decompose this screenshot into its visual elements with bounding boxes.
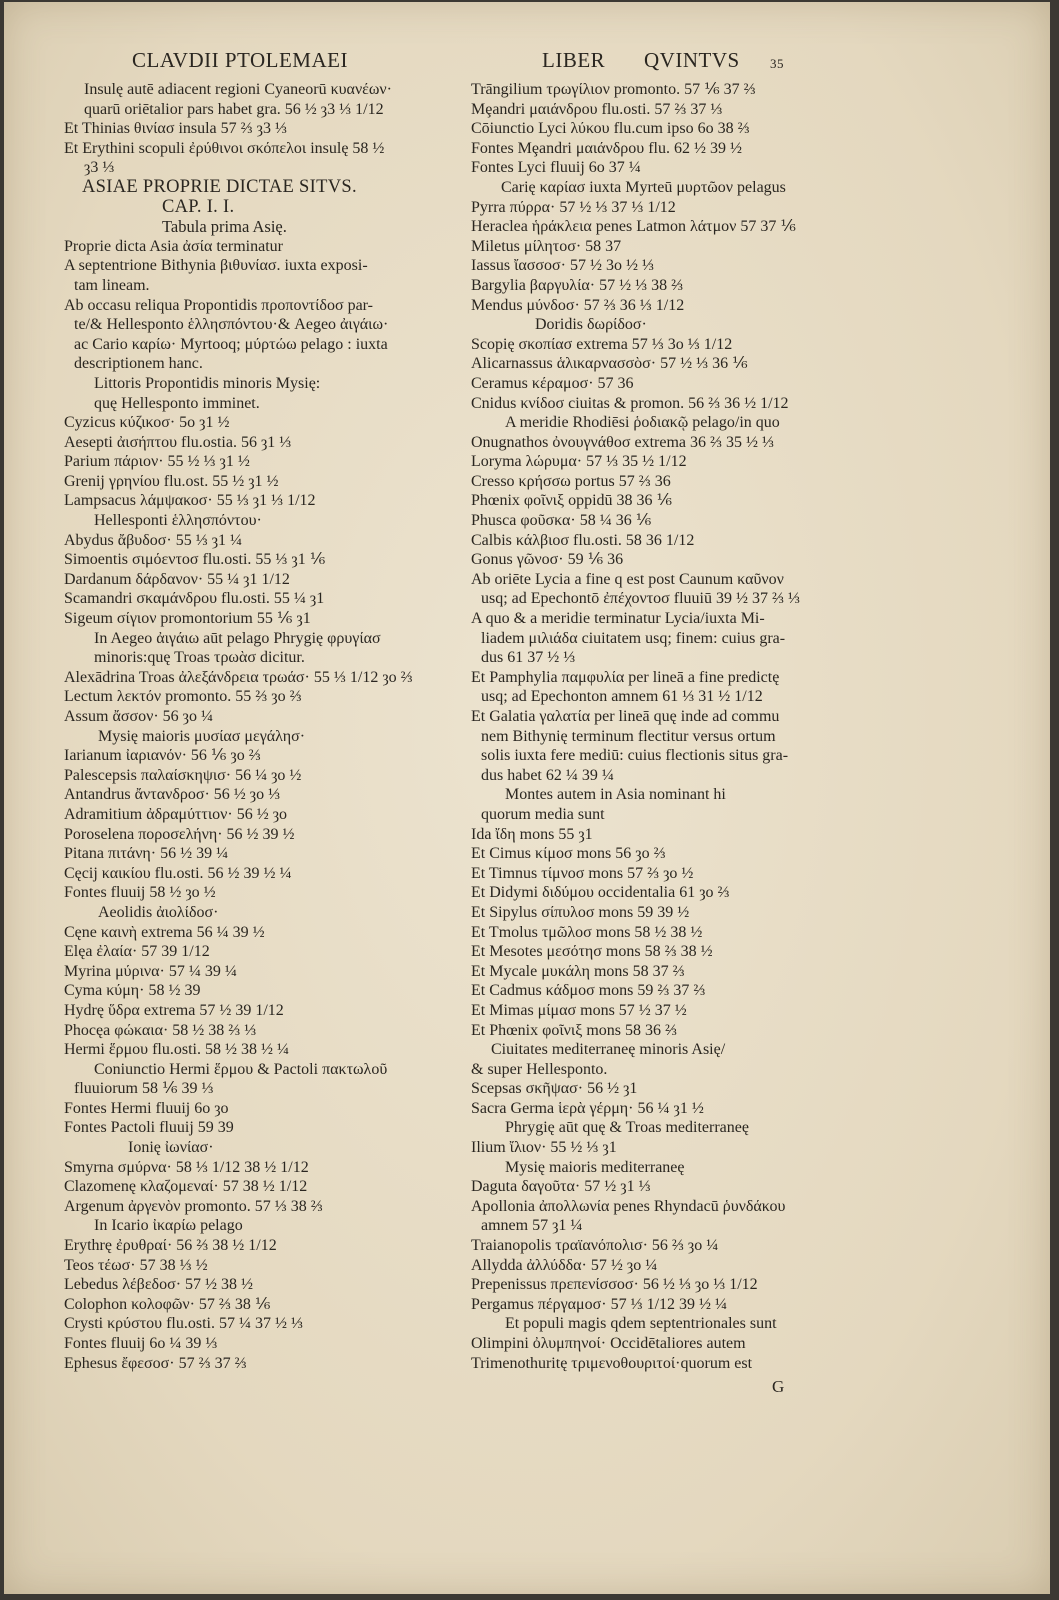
text-line: Assum ἄσσον· 56 ȝo ¼ xyxy=(64,708,213,725)
text-line: Et Galatia γαλατία per lineā quę inde ad commu xyxy=(471,708,780,725)
text-line: Ceramus κέραμοσ· 57 36 xyxy=(471,374,634,392)
text-line: Cyzicus κύζικοσ· 5o ȝ1 ½ xyxy=(64,414,230,432)
text-line: Fontes fluuij 58 ½ ȝo ½ xyxy=(64,884,216,902)
text-line: Palescepsis παλαίσκηψισ· 56 ¼ ȝo ½ xyxy=(64,766,302,784)
text-line: Et Cimus κίμοσ mons 56 ȝo ⅔ xyxy=(471,845,666,863)
text-line: Hydrę ὕδρα extrema 57 ½ 39 1/12 xyxy=(64,1001,284,1019)
text-line: Mysię maioris μυσίασ μεγάλησ· xyxy=(98,727,306,745)
text-line: Myrina μύρινα· 57 ¼ 39 ¼ xyxy=(64,962,237,980)
text-line: Et Pamphylia παμφυλία per lineā a fine predictę xyxy=(471,668,780,686)
text-line: Poroselena ποροσελήνη· 56 ½ 39 ½ xyxy=(64,825,295,843)
text-line: fluuiorum 58 ⅙ 39 ⅓ xyxy=(74,1080,214,1098)
text-line: Phocęa φώκαια· 58 ½ 38 ⅔ ⅓ xyxy=(64,1021,257,1039)
text-line: Simoentis σιμόεντοσ flu.osti. 55 ⅓ ȝ1 ⅙ xyxy=(64,551,326,569)
text-line: Lebedus λέβεδοσ· 57 ½ 38 ½ xyxy=(64,1276,254,1294)
text-line: Alexādrina Troas ἀλεξάνδρεια τρωάσ· 55 ⅓ 1/12 ȝo ⅔ xyxy=(64,668,413,686)
text-line: tam lineam. xyxy=(74,276,150,294)
text-line: Carię καρίασ iuxta Myrteū μυρτῶον pelagus xyxy=(501,178,786,196)
text-line: Montes autem in Asia nominant hi xyxy=(505,786,726,804)
text-line: Cęcij καικίου flu.osti. 56 ½ 39 ½ ¼ xyxy=(64,864,292,882)
text-line: Clazomenę κλαζομεναί· 57 38 ½ 1/12 xyxy=(64,1178,308,1196)
text-line: nem Bithynię terminum flectitur versus ortum xyxy=(481,727,776,745)
text-line: ȝ3 ⅓ xyxy=(84,159,115,177)
text-line: Sigeum σίγιον promontorium 55 ⅙ ȝ1 xyxy=(64,610,311,628)
text-line: Onugnathos ὀνουγνάθοσ extrema 36 ⅔ 35 ½ ⅓ xyxy=(471,433,774,451)
text-line: Et Mycale μυκάλη mons 58 37 ⅔ xyxy=(471,962,685,980)
text-line: A septentrione Bithynia βιθυνίασ. iuxta exposi- xyxy=(64,257,368,275)
text-line: Prepenissus πρεπενίσσοσ· 56 ½ ⅓ ȝo ⅓ 1/12 xyxy=(471,1276,758,1294)
text-line: A meridie Rhodiēsi ῥοδιακῷ pelago/in quo xyxy=(505,414,780,432)
text-line: Coniunctio Hermi ἕρμου & Pactoli πακτωλοῦ xyxy=(94,1060,388,1078)
text-line: ASIAE PROPRIE DICTAE SITVS. xyxy=(82,176,357,197)
text-line: Cnidus κνίδοσ ciuitas & promon. 56 ⅔ 36 ½ 1/12 xyxy=(471,394,789,412)
text-line: Smyrna σμύρνα· 58 ⅓ 1/12 38 ½ 1/12 xyxy=(64,1158,309,1176)
text-line: ac Cario καρίω· Myrtooq; μύρτώω pelago : iuxta xyxy=(74,335,388,353)
text-line: Et Cadmus κάδμοσ mons 59 ⅔ 37 ⅔ xyxy=(471,982,706,1000)
text-line: Ab occasu reliqua Propontidis προποντίδοσ par- xyxy=(64,296,374,314)
text-line: & super Hellesponto. xyxy=(471,1060,608,1078)
text-line: Fontes Hermi fluuij 6o ȝo xyxy=(64,1099,229,1117)
running-head-author: CLAVDII PTOLEMAEI xyxy=(132,48,348,72)
signature-mark: G xyxy=(772,1377,785,1396)
text-line: Ida ἴδη mons 55 ȝ1 xyxy=(471,825,593,843)
text-line: Mendus μύνδοσ· 57 ⅔ 36 ⅓ 1/12 xyxy=(471,296,685,314)
text-line: Mȩandri μαιάνδρου flu.osti. 57 ⅔ 37 ⅓ xyxy=(471,100,723,118)
book-page xyxy=(4,2,1050,1594)
text-line: Adramitium ἀδραμύττιον· 56 ½ ȝo xyxy=(64,805,288,823)
text-line: Scepsas σκῆψασ· 56 ½ ȝ1 xyxy=(471,1080,638,1098)
text-line: solis iuxta fere mediū: cuius flectionis situs gra- xyxy=(481,747,789,765)
text-line: Pergamus πέργαμοσ· 57 ⅓ 1/12 39 ½ ¼ xyxy=(471,1295,728,1313)
text-line: Iassus ἴασσοσ· 57 ½ 3o ½ ⅓ xyxy=(471,257,654,275)
text-line: Scamandri σκαμάνδρου flu.osti. 55 ¼ ȝ1 xyxy=(64,590,325,608)
right-text-column xyxy=(471,80,826,1373)
text-line: Parium πάριον· 55 ½ ⅓ ȝ1 ½ xyxy=(64,453,250,471)
text-line: Et Sipylus σίπυλοσ mons 59 39 ½ xyxy=(471,903,690,921)
text-line: A quo & a meridie terminatur Lycia/iuxta Mi- xyxy=(471,610,765,628)
page-number: 35 xyxy=(770,56,784,71)
text-line: Tabula prima Asię. xyxy=(162,217,287,237)
text-line: liadem μιλιάδα ciuitatem usq; finem: cuius gra- xyxy=(481,629,786,647)
text-line: Calbis κάλβιοσ flu.osti. 58 36 1/12 xyxy=(471,531,695,549)
text-line: Ciuitates mediterraneę minoris Asię/ xyxy=(491,1041,726,1059)
text-line: Pitana πιτάνη· 56 ½ 39 ¼ xyxy=(64,845,229,863)
text-line: Et Mimas μίμασ mons 57 ½ 37 ½ xyxy=(471,1001,687,1019)
text-line: Ilium ἴλιον· 55 ½ ⅓ ȝ1 xyxy=(471,1139,617,1157)
text-line: Phrygię aūt quę & Troas mediterraneę xyxy=(505,1119,749,1137)
text-line: Mysię maioris mediterraneę xyxy=(505,1158,685,1176)
text-line: Apollonia ἀπολλωνία penes Rhyndacū ῥυνδάκου xyxy=(471,1197,786,1215)
text-line: Trimenothuritę τριμενοθουριτοί·quorum est xyxy=(471,1354,753,1372)
text-line: Cyma κύμη· 58 ½ 39 xyxy=(64,982,201,1000)
text-line: Alicarnassus ἁλικαρνασσὸσ· 57 ½ ⅓ 36 ⅙ xyxy=(471,355,748,373)
text-line: Bargylia βαργυλία· 57 ½ ⅓ 38 ⅔ xyxy=(471,276,684,294)
text-line: In Icario ἰκαρίω pelago xyxy=(94,1217,243,1235)
text-line: Gonus γῶνοσ· 59 ⅙ 36 xyxy=(471,551,624,569)
text-line: CAP. I. I. xyxy=(162,196,235,217)
text-line: Allydda ἀλλύδδα· 57 ½ ȝo ¼ xyxy=(471,1256,658,1274)
text-line: quę Hellesponto imminet. xyxy=(94,394,260,412)
text-line: descriptionem hanc. xyxy=(74,355,203,373)
text-line: Loryma λώρυμα· 57 ⅓ 35 ½ 1/12 xyxy=(471,453,687,471)
text-line: quarū oriētalior pars habet gra. 56 ½ ȝ3 ⅓ 1/12 xyxy=(84,100,384,118)
text-line: Crysti κρύστου flu.osti. 57 ¼ 37 ½ ⅓ xyxy=(64,1315,303,1333)
text-line: Insulę autē adiacent regioni Cyaneorū κυανέων· xyxy=(84,81,392,98)
text-line: Et Mesotes μεσότησ mons 58 ⅔ 38 ½ xyxy=(471,943,713,961)
text-line: Cōiunctio Lyci λύκου flu.cum ipso 6o 38 ⅔ xyxy=(471,120,750,138)
text-line: Daguta δαγοῦτα· 57 ½ ȝ1 ⅓ xyxy=(471,1178,651,1196)
text-line: quorum media sunt xyxy=(481,805,605,823)
text-line: Iarianum ἰαριανόν· 56 ⅙ ȝo ⅔ xyxy=(64,747,261,765)
text-line: Ionię ἰωνίασ· xyxy=(128,1139,214,1157)
running-head-liber: LIBER xyxy=(542,48,606,72)
text-line: Grenij γρηνίου flu.ost. 55 ½ ȝ1 ½ xyxy=(64,472,279,490)
text-line: Et Tmolus τμῶλοσ mons 58 ½ 38 ½ xyxy=(471,923,703,941)
text-line: Cęne καινὴ extrema 56 ¼ 39 ½ xyxy=(64,923,265,941)
text-line: dus 61 37 ½ ⅓ xyxy=(481,649,576,667)
text-line: Ephesus ἔφεσοσ· 57 ⅔ 37 ⅔ xyxy=(64,1354,247,1372)
text-line: Et Thinias θινίασ insula 57 ⅔ ȝ3 ⅓ xyxy=(64,120,287,138)
text-line: Aeolidis ἀιολίδοσ· xyxy=(98,903,219,921)
text-line: Littoris Propontidis minoris Mysię: xyxy=(94,374,321,392)
text-line: minoris:quę Troas τρωὰσ dicitur. xyxy=(94,649,305,667)
text-line: Olimpini ὀλυμπηνοί· Occidētaliores autem xyxy=(471,1335,746,1352)
text-line: Miletus μίλητοσ· 58 37 xyxy=(471,237,622,255)
running-head-quintus: QVINTVS xyxy=(644,48,740,72)
text-line: Abydus ἄβυδοσ· 55 ⅓ ȝ1 ¼ xyxy=(64,531,243,549)
text-line: Et Timnus τίμνοσ mons 57 ⅔ ȝo ½ xyxy=(471,864,694,882)
text-line: Pyrra πύρρα· 57 ½ ⅓ 37 ⅓ 1/12 xyxy=(471,198,676,216)
left-text-column xyxy=(64,80,414,1373)
text-line: Ab oriēte Lycia a fine q est post Caunum καῦνον xyxy=(471,570,784,588)
text-line: Sacra Germa ἱερὰ γέρμη· 56 ¼ ȝ1 ½ xyxy=(471,1099,704,1117)
text-line: te/& Hellesponto ἑλλησπόντου·& Aegeo ἀιγάιω· xyxy=(74,316,389,334)
text-line: Cresso κρήσσω portus 57 ⅔ 36 xyxy=(471,472,671,490)
text-line: usq; ad Epechontō ἐπέχοντοσ fluuiū 39 ½ 37 ⅔ ⅓ xyxy=(481,590,800,608)
text-line: Phusca φοῦσκα· 58 ¼ 36 ⅙ xyxy=(471,512,652,530)
text-line: Heraclea ἡράκλεια penes Latmon λάτμον 57 37 ⅙ xyxy=(471,218,796,236)
text-line: Aesepti ἀισήπτου flu.ostia. 56 ȝ1 ⅓ xyxy=(64,433,292,451)
text-line: Hermi ἕρμου flu.osti. 58 ½ 38 ½ ¼ xyxy=(64,1041,289,1059)
text-line: Fontes Lyci fluuij 6o 37 ¼ xyxy=(471,159,641,177)
text-line: Fontes Mȩandri μαιάνδρου flu. 62 ½ 39 ½ xyxy=(471,139,742,157)
text-line: In Aegeo ἀιγάιω aūt pelago Phrygię φρυγίασ xyxy=(94,629,381,647)
text-line: Argenum ἀργενὸν promonto. 57 ⅓ 38 ⅔ xyxy=(64,1197,323,1215)
text-line: Elęa ἐλαία· 57 39 1/12 xyxy=(64,943,210,961)
text-line: Et populi magis qdem septentrionales sunt xyxy=(505,1315,777,1333)
text-line: Et Phœnix φοῖνιξ mons 58 36 ⅔ xyxy=(471,1021,677,1039)
text-line: Scopię σκοπίασ extrema 57 ⅓ 3o ⅓ 1/12 xyxy=(471,335,733,353)
text-line: usq; ad Epechonton amnem 61 ⅓ 31 ½ 1/12 xyxy=(481,688,763,706)
text-line: Et Didymi διδύμου occidentalia 61 ȝo ⅔ xyxy=(471,884,730,902)
text-line: Et Erythini scopuli ἐρύθινοι σκόπελοι insulę 58 ½ xyxy=(64,139,385,157)
text-line: Traianopolis τραϊανόπολισ· 56 ⅔ ȝo ¼ xyxy=(471,1237,719,1255)
text-line: Phœnix φοῖνιξ oppidū 38 36 ⅙ xyxy=(471,492,673,510)
text-line: Colophon κολοφῶν· 57 ⅔ 38 ⅙ xyxy=(64,1295,271,1313)
text-line: Antandrus ἄντανδροσ· 56 ½ ȝo ⅓ xyxy=(64,786,281,804)
text-line: Erythrę ἐρυθραί· 56 ⅔ 38 ½ 1/12 xyxy=(64,1237,277,1255)
text-line: Lectum λεκτόν promonto. 55 ⅔ ȝo ⅔ xyxy=(64,688,302,706)
text-line: dus habet 62 ¼ 39 ¼ xyxy=(481,766,614,784)
text-line: Proprie dicta Asia ἀσία terminatur xyxy=(64,237,283,255)
text-line: Fontes Pactoli fluuij 59 39 xyxy=(64,1119,234,1137)
text-line: Lampsacus λάμψακοσ· 55 ⅓ ȝ1 ⅓ 1/12 xyxy=(64,492,316,510)
text-line: Hellesponti ἑλλησπόντου· xyxy=(94,512,262,530)
text-line: Trāngilium τρωγίλιον promonto. 57 ⅙ 37 ⅔ xyxy=(471,81,756,98)
text-line: Fontes fluuij 6o ¼ 39 ⅓ xyxy=(64,1335,218,1352)
text-line: Dardanum δάρδανον· 55 ¼ ȝ1 1/12 xyxy=(64,570,290,588)
text-line: Doridis δωρίδοσ· xyxy=(535,316,647,334)
text-line: amnem 57 ȝ1 ¼ xyxy=(481,1217,583,1235)
text-line: Teos τέωσ· 57 38 ⅓ ½ xyxy=(64,1256,208,1274)
